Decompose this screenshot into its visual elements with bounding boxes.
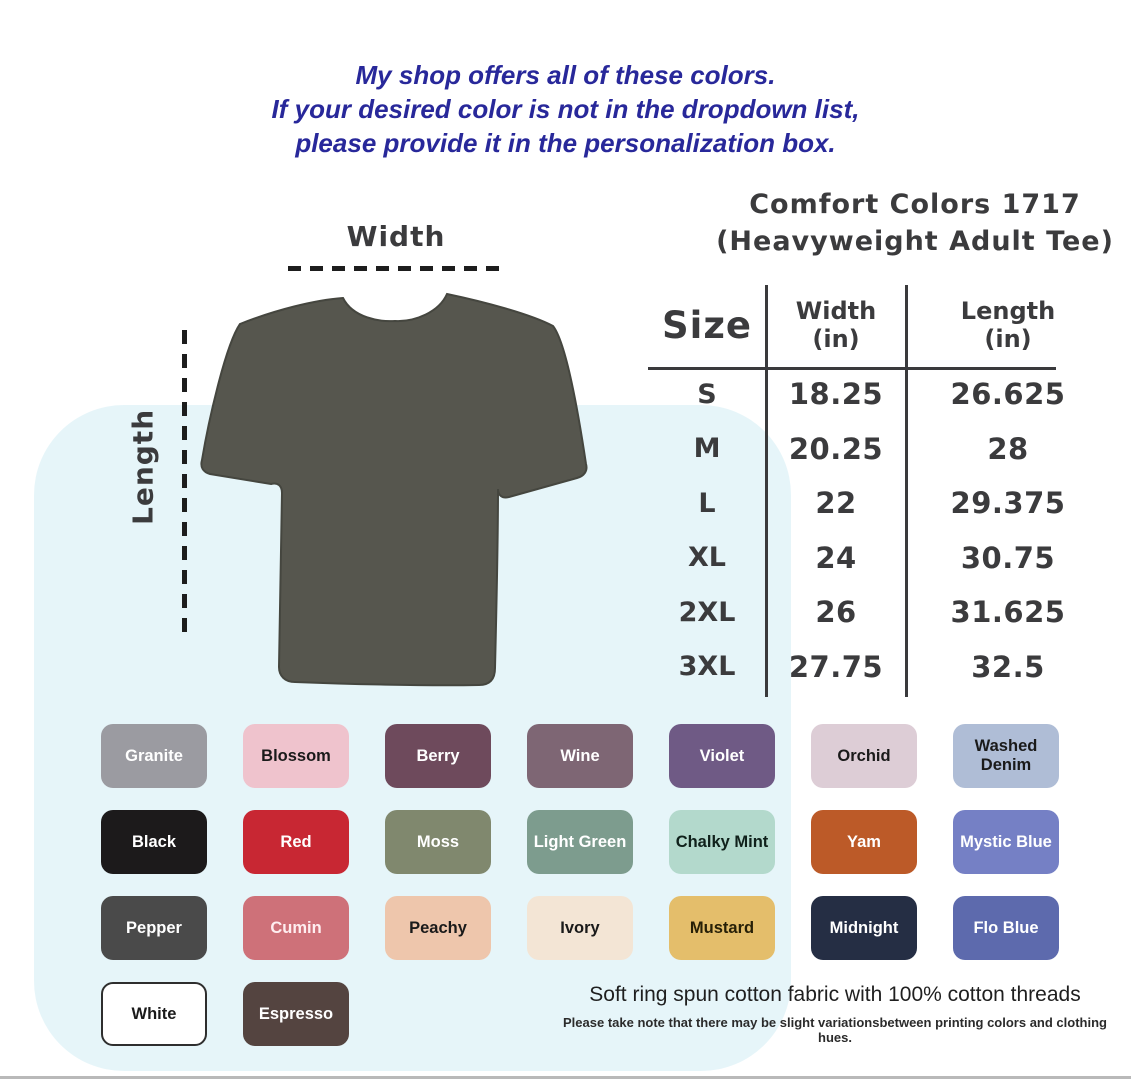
swatch-blossom [243, 724, 349, 788]
swatch-label: Espresso [258, 1004, 334, 1023]
swatch-white [101, 982, 207, 1046]
size-cell: 3XL [678, 651, 736, 683]
swatch-label: Flo Blue [973, 918, 1039, 937]
swatch-label: Washed Denim [974, 737, 1038, 774]
size-cell: 2XL [678, 596, 736, 628]
swatch-granite [101, 724, 207, 788]
swatch-cumin [243, 896, 349, 960]
notice-line: My shop offers all of these colors. [355, 60, 776, 90]
width-cell: 26 [815, 595, 857, 630]
swatch-label: Mustard [689, 918, 755, 937]
length-header-unit: (in) [984, 325, 1032, 353]
swatch-midnight [811, 896, 917, 960]
length-header-label: Length [960, 297, 1056, 325]
swatch-ivory [527, 896, 633, 960]
swatch-chalky-mint [669, 810, 775, 874]
length-cell: 26.625 [950, 377, 1066, 412]
swatch-mustard [669, 896, 775, 960]
swatch-label: Orchid [837, 746, 891, 765]
swatch-label: Peachy [409, 918, 467, 937]
swatch-label: Black [131, 832, 177, 851]
swatch-orchid [811, 724, 917, 788]
swatch-pepper [101, 896, 207, 960]
swatch-mystic-blue [953, 810, 1059, 874]
swatch-label: Granite [125, 746, 183, 765]
width-header-unit: (in) [812, 325, 860, 353]
width-cell: 20.25 [788, 431, 884, 466]
swatch-label: Moss [416, 832, 460, 851]
length-cell: 28 [987, 431, 1029, 466]
length-cell: 31.625 [950, 595, 1066, 630]
bottom-border-line [0, 1076, 1131, 1079]
swatch-espresso [243, 982, 349, 1046]
swatch-wine [527, 724, 633, 788]
length-label: Length [126, 408, 160, 526]
length-dashed-line [182, 330, 187, 638]
shop-notice [0, 58, 1131, 160]
table-column-divider [765, 285, 768, 697]
length-col-header [906, 283, 1110, 367]
tshirt-illustration [195, 282, 595, 697]
swatch-label: Chalky Mint [675, 832, 769, 851]
swatch-berry [385, 724, 491, 788]
notice-line: If your desired color is not in the dropdown list, [271, 94, 860, 124]
swatch-moss [385, 810, 491, 874]
size-col-header: Size [662, 303, 752, 347]
swatch-peachy [385, 896, 491, 960]
table-column-divider [905, 285, 908, 697]
swatch-red [243, 810, 349, 874]
swatch-label: Berry [416, 746, 460, 765]
swatch-label: Midnight [829, 918, 899, 937]
swatch-light-green [527, 810, 633, 874]
swatch-yam [811, 810, 917, 874]
swatch-label: Light Green [533, 832, 627, 851]
swatch-label: Violet [699, 746, 745, 765]
length-cell: 32.5 [971, 649, 1045, 684]
fabric-note: Soft ring spun cotton fabric with 100% cotton threads [589, 983, 1081, 1006]
swatch-label: Wine [560, 746, 600, 765]
footer-notes [545, 983, 1125, 1045]
product-name: Comfort Colors 1717 [749, 189, 1081, 220]
swatch-label: Pepper [126, 918, 182, 937]
length-cell: 29.375 [950, 486, 1066, 521]
size-cell: S [697, 378, 717, 410]
swatch-label: Blossom [261, 746, 331, 765]
width-cell: 27.75 [788, 649, 884, 684]
variation-note: Please take note that there may be slight variationsbetween printing colors and clothing hues. [563, 1015, 1107, 1045]
width-label: Width [346, 220, 446, 253]
product-title [705, 186, 1125, 260]
width-col-header [766, 283, 906, 367]
swatch-label: Red [280, 832, 312, 851]
swatch-washed-denim [953, 724, 1059, 788]
width-cell: 24 [815, 540, 857, 575]
product-subtitle: (Heavyweight Adult Tee) [716, 226, 1114, 257]
width-header-label: Width [795, 297, 877, 325]
width-dashed-line [288, 266, 504, 271]
tshirt-shape [201, 294, 586, 685]
size-cell: XL [687, 542, 727, 574]
swatch-label: White [131, 1004, 177, 1023]
swatch-label: Yam [847, 832, 881, 851]
length-cell: 30.75 [960, 540, 1056, 575]
swatch-label: Mystic Blue [960, 832, 1052, 851]
table-header-divider [648, 367, 1056, 370]
swatch-label: Cumin [270, 918, 322, 937]
size-cell: M [693, 433, 721, 465]
width-cell: 22 [815, 486, 857, 521]
swatch-violet [669, 724, 775, 788]
size-chart-table [648, 283, 1110, 697]
notice-line: please provide it in the personalization box. [295, 128, 836, 158]
swatch-flo-blue [953, 896, 1059, 960]
width-cell: 18.25 [788, 377, 884, 412]
swatch-label: Ivory [560, 918, 600, 937]
swatch-black [101, 810, 207, 874]
size-cell: L [698, 487, 716, 519]
